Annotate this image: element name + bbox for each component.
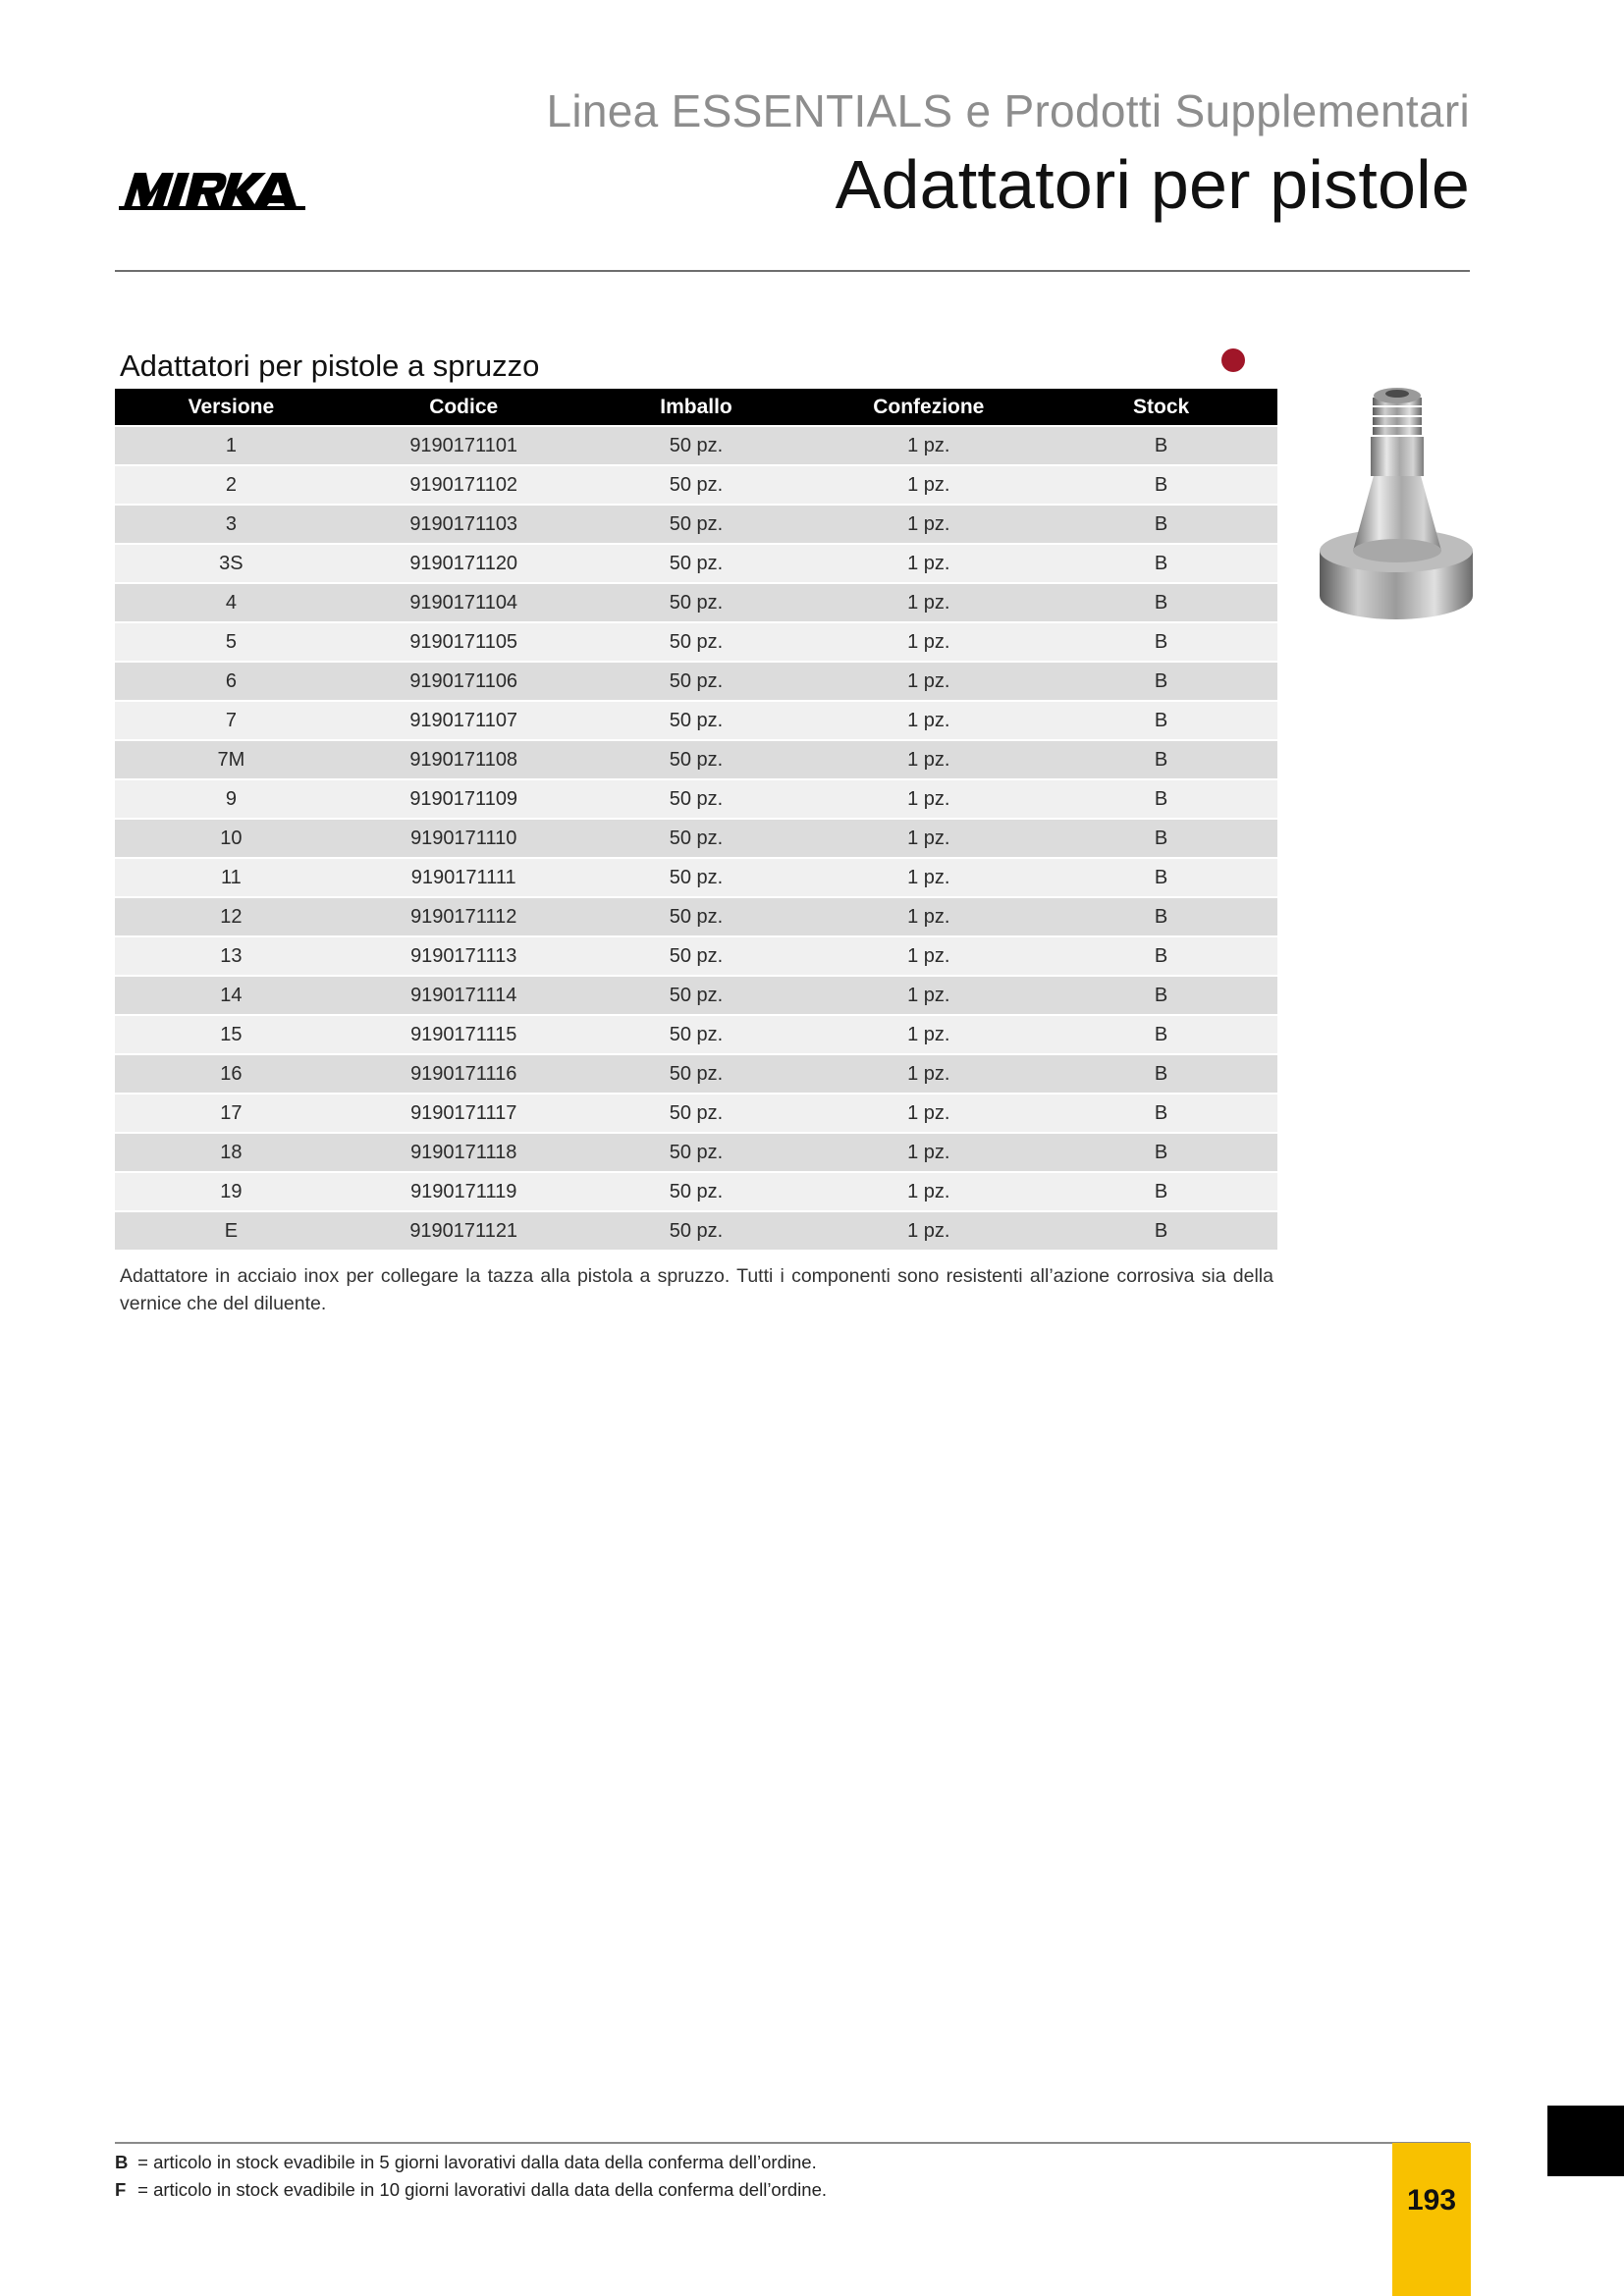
cell-stock: B: [1045, 544, 1277, 583]
cell-stock: B: [1045, 819, 1277, 858]
cell-imballo: 50 pz.: [580, 858, 813, 897]
table-body: [115, 426, 1277, 1250]
cell-stock: B: [1045, 779, 1277, 819]
cell-imballo: 50 pz.: [580, 1015, 813, 1054]
cell-versione: 5: [115, 622, 348, 662]
stock-legend: [115, 2149, 827, 2204]
cell-imballo: 50 pz.: [580, 544, 813, 583]
column-header-confezione: Confezione: [812, 389, 1045, 426]
column-header-codice: Codice: [348, 389, 580, 426]
table-row: [115, 858, 1277, 897]
cell-confezione: 1 pz.: [812, 1172, 1045, 1211]
cell-stock: B: [1045, 897, 1277, 936]
cell-versione: 15: [115, 1015, 348, 1054]
table-row: [115, 936, 1277, 976]
cell-confezione: 1 pz.: [812, 858, 1045, 897]
cell-codice: 9190171114: [348, 976, 580, 1015]
cell-stock: B: [1045, 505, 1277, 544]
cell-imballo: 50 pz.: [580, 426, 813, 465]
table-row: [115, 819, 1277, 858]
cell-stock: B: [1045, 1172, 1277, 1211]
cell-imballo: 50 pz.: [580, 1172, 813, 1211]
cell-codice: 9190171119: [348, 1172, 580, 1211]
chapter-tab: [1547, 2106, 1624, 2176]
adapter-table: [115, 389, 1277, 1250]
cell-codice: 9190171105: [348, 622, 580, 662]
table-row: [115, 701, 1277, 740]
cell-confezione: 1 pz.: [812, 897, 1045, 936]
cell-codice: 9190171110: [348, 819, 580, 858]
cell-codice: 9190171120: [348, 544, 580, 583]
cell-codice: 9190171117: [348, 1094, 580, 1133]
column-header-stock: Stock: [1045, 389, 1277, 426]
legend-text: = articolo in stock evadibile in 10 giorni lavorativi dalla data della conferma dell’ordine.: [137, 2179, 827, 2200]
page-title: Adattatori per pistole: [835, 146, 1470, 223]
cell-versione: 13: [115, 936, 348, 976]
cell-imballo: 50 pz.: [580, 465, 813, 505]
cell-codice: 9190171103: [348, 505, 580, 544]
cell-imballo: 50 pz.: [580, 819, 813, 858]
cell-confezione: 1 pz.: [812, 1211, 1045, 1250]
table-row: [115, 465, 1277, 505]
table-row: [115, 740, 1277, 779]
cell-versione: 18: [115, 1133, 348, 1172]
table-row: [115, 662, 1277, 701]
cell-confezione: 1 pz.: [812, 465, 1045, 505]
table-row: [115, 1094, 1277, 1133]
cell-confezione: 1 pz.: [812, 426, 1045, 465]
cell-confezione: 1 pz.: [812, 701, 1045, 740]
cell-codice: 9190171107: [348, 701, 580, 740]
cell-confezione: 1 pz.: [812, 1094, 1045, 1133]
cell-versione: 10: [115, 819, 348, 858]
table-row: [115, 1054, 1277, 1094]
cell-imballo: 50 pz.: [580, 1133, 813, 1172]
cell-stock: B: [1045, 740, 1277, 779]
page-number-tab: [1392, 2143, 1471, 2296]
cell-confezione: 1 pz.: [812, 740, 1045, 779]
series-title: Linea ESSENTIALS e Prodotti Supplementari: [546, 85, 1470, 136]
cell-stock: B: [1045, 1094, 1277, 1133]
legend-key: F: [115, 2179, 127, 2200]
cell-imballo: 50 pz.: [580, 662, 813, 701]
cell-codice: 9190171101: [348, 426, 580, 465]
cell-codice: 9190171108: [348, 740, 580, 779]
cell-confezione: 1 pz.: [812, 544, 1045, 583]
cell-codice: 9190171106: [348, 662, 580, 701]
cell-stock: B: [1045, 583, 1277, 622]
cell-stock: B: [1045, 622, 1277, 662]
category-marker-dot: [1221, 348, 1245, 372]
cell-versione: E: [115, 1211, 348, 1250]
cell-stock: B: [1045, 1133, 1277, 1172]
cell-versione: 7: [115, 701, 348, 740]
cell-versione: 2: [115, 465, 348, 505]
cell-codice: 9190171113: [348, 936, 580, 976]
cell-versione: 9: [115, 779, 348, 819]
cell-confezione: 1 pz.: [812, 622, 1045, 662]
table-row: [115, 897, 1277, 936]
cell-stock: B: [1045, 976, 1277, 1015]
cell-stock: B: [1045, 465, 1277, 505]
cell-versione: 11: [115, 858, 348, 897]
cell-imballo: 50 pz.: [580, 1094, 813, 1133]
table-row: [115, 1015, 1277, 1054]
cell-stock: B: [1045, 426, 1277, 465]
legend-text: = articolo in stock evadibile in 5 giorni lavorativi dalla data della conferma dell’ordine.: [137, 2152, 817, 2172]
cell-codice: 9190171112: [348, 897, 580, 936]
cell-versione: 7M: [115, 740, 348, 779]
cell-imballo: 50 pz.: [580, 701, 813, 740]
legend-row-f: [115, 2176, 827, 2204]
cell-imballo: 50 pz.: [580, 505, 813, 544]
cell-confezione: 1 pz.: [812, 936, 1045, 976]
column-header-versione: Versione: [115, 389, 348, 426]
cell-imballo: 50 pz.: [580, 897, 813, 936]
cell-confezione: 1 pz.: [812, 819, 1045, 858]
cell-stock: B: [1045, 936, 1277, 976]
legend-row-b: [115, 2149, 827, 2176]
table-row: [115, 544, 1277, 583]
cell-codice: 9190171115: [348, 1015, 580, 1054]
cell-stock: B: [1045, 662, 1277, 701]
table-row: [115, 779, 1277, 819]
cell-stock: B: [1045, 701, 1277, 740]
table-row: [115, 976, 1277, 1015]
table-row: [115, 505, 1277, 544]
cell-versione: 12: [115, 897, 348, 936]
cell-confezione: 1 pz.: [812, 583, 1045, 622]
cell-versione: 19: [115, 1172, 348, 1211]
table-row: [115, 622, 1277, 662]
cell-codice: 9190171111: [348, 858, 580, 897]
legend-key: B: [115, 2152, 129, 2172]
cell-imballo: 50 pz.: [580, 622, 813, 662]
table-row: [115, 426, 1277, 465]
cell-imballo: 50 pz.: [580, 1211, 813, 1250]
page-number: 193: [1406, 2184, 1457, 2216]
cell-imballo: 50 pz.: [580, 936, 813, 976]
cell-imballo: 50 pz.: [580, 779, 813, 819]
cell-codice: 9190171116: [348, 1054, 580, 1094]
cell-codice: 9190171102: [348, 465, 580, 505]
cell-imballo: 50 pz.: [580, 976, 813, 1015]
cell-versione: 16: [115, 1054, 348, 1094]
cell-versione: 14: [115, 976, 348, 1015]
cell-confezione: 1 pz.: [812, 505, 1045, 544]
cell-imballo: 50 pz.: [580, 740, 813, 779]
column-header-imballo: Imballo: [580, 389, 813, 426]
footer-divider: [115, 2142, 1470, 2144]
cell-confezione: 1 pz.: [812, 976, 1045, 1015]
cell-confezione: 1 pz.: [812, 1133, 1045, 1172]
cell-stock: B: [1045, 1015, 1277, 1054]
table-row: [115, 1133, 1277, 1172]
table-header-row: [115, 389, 1277, 426]
cell-versione: 3: [115, 505, 348, 544]
table-row: [115, 1172, 1277, 1211]
section-title: Adattatori per pistole a spruzzo: [120, 348, 540, 383]
cell-stock: B: [1045, 1211, 1277, 1250]
cell-stock: B: [1045, 1054, 1277, 1094]
cell-versione: 17: [115, 1094, 348, 1133]
cell-codice: 9190171104: [348, 583, 580, 622]
cell-versione: 4: [115, 583, 348, 622]
cell-versione: 6: [115, 662, 348, 701]
cell-codice: 9190171118: [348, 1133, 580, 1172]
header-divider: [115, 270, 1470, 272]
cell-stock: B: [1045, 858, 1277, 897]
cell-imballo: 50 pz.: [580, 1054, 813, 1094]
cell-imballo: 50 pz.: [580, 583, 813, 622]
cell-codice: 9190171121: [348, 1211, 580, 1250]
cell-versione: 3S: [115, 544, 348, 583]
cell-confezione: 1 pz.: [812, 779, 1045, 819]
spray-gun-adapter-image: [1314, 378, 1473, 623]
cell-codice: 9190171109: [348, 779, 580, 819]
mirka-logo: [115, 167, 311, 214]
cell-confezione: 1 pz.: [812, 1015, 1045, 1054]
table-row: [115, 1211, 1277, 1250]
table-row: [115, 583, 1277, 622]
cell-versione: 1: [115, 426, 348, 465]
cell-confezione: 1 pz.: [812, 1054, 1045, 1094]
cell-confezione: 1 pz.: [812, 662, 1045, 701]
product-description: Adattatore in acciaio inox per collegare la tazza alla pistola a spruzzo. Tutti i componenti sono resistenti all’azione corrosiva sia della vernice che del diluente.: [120, 1265, 1273, 1314]
